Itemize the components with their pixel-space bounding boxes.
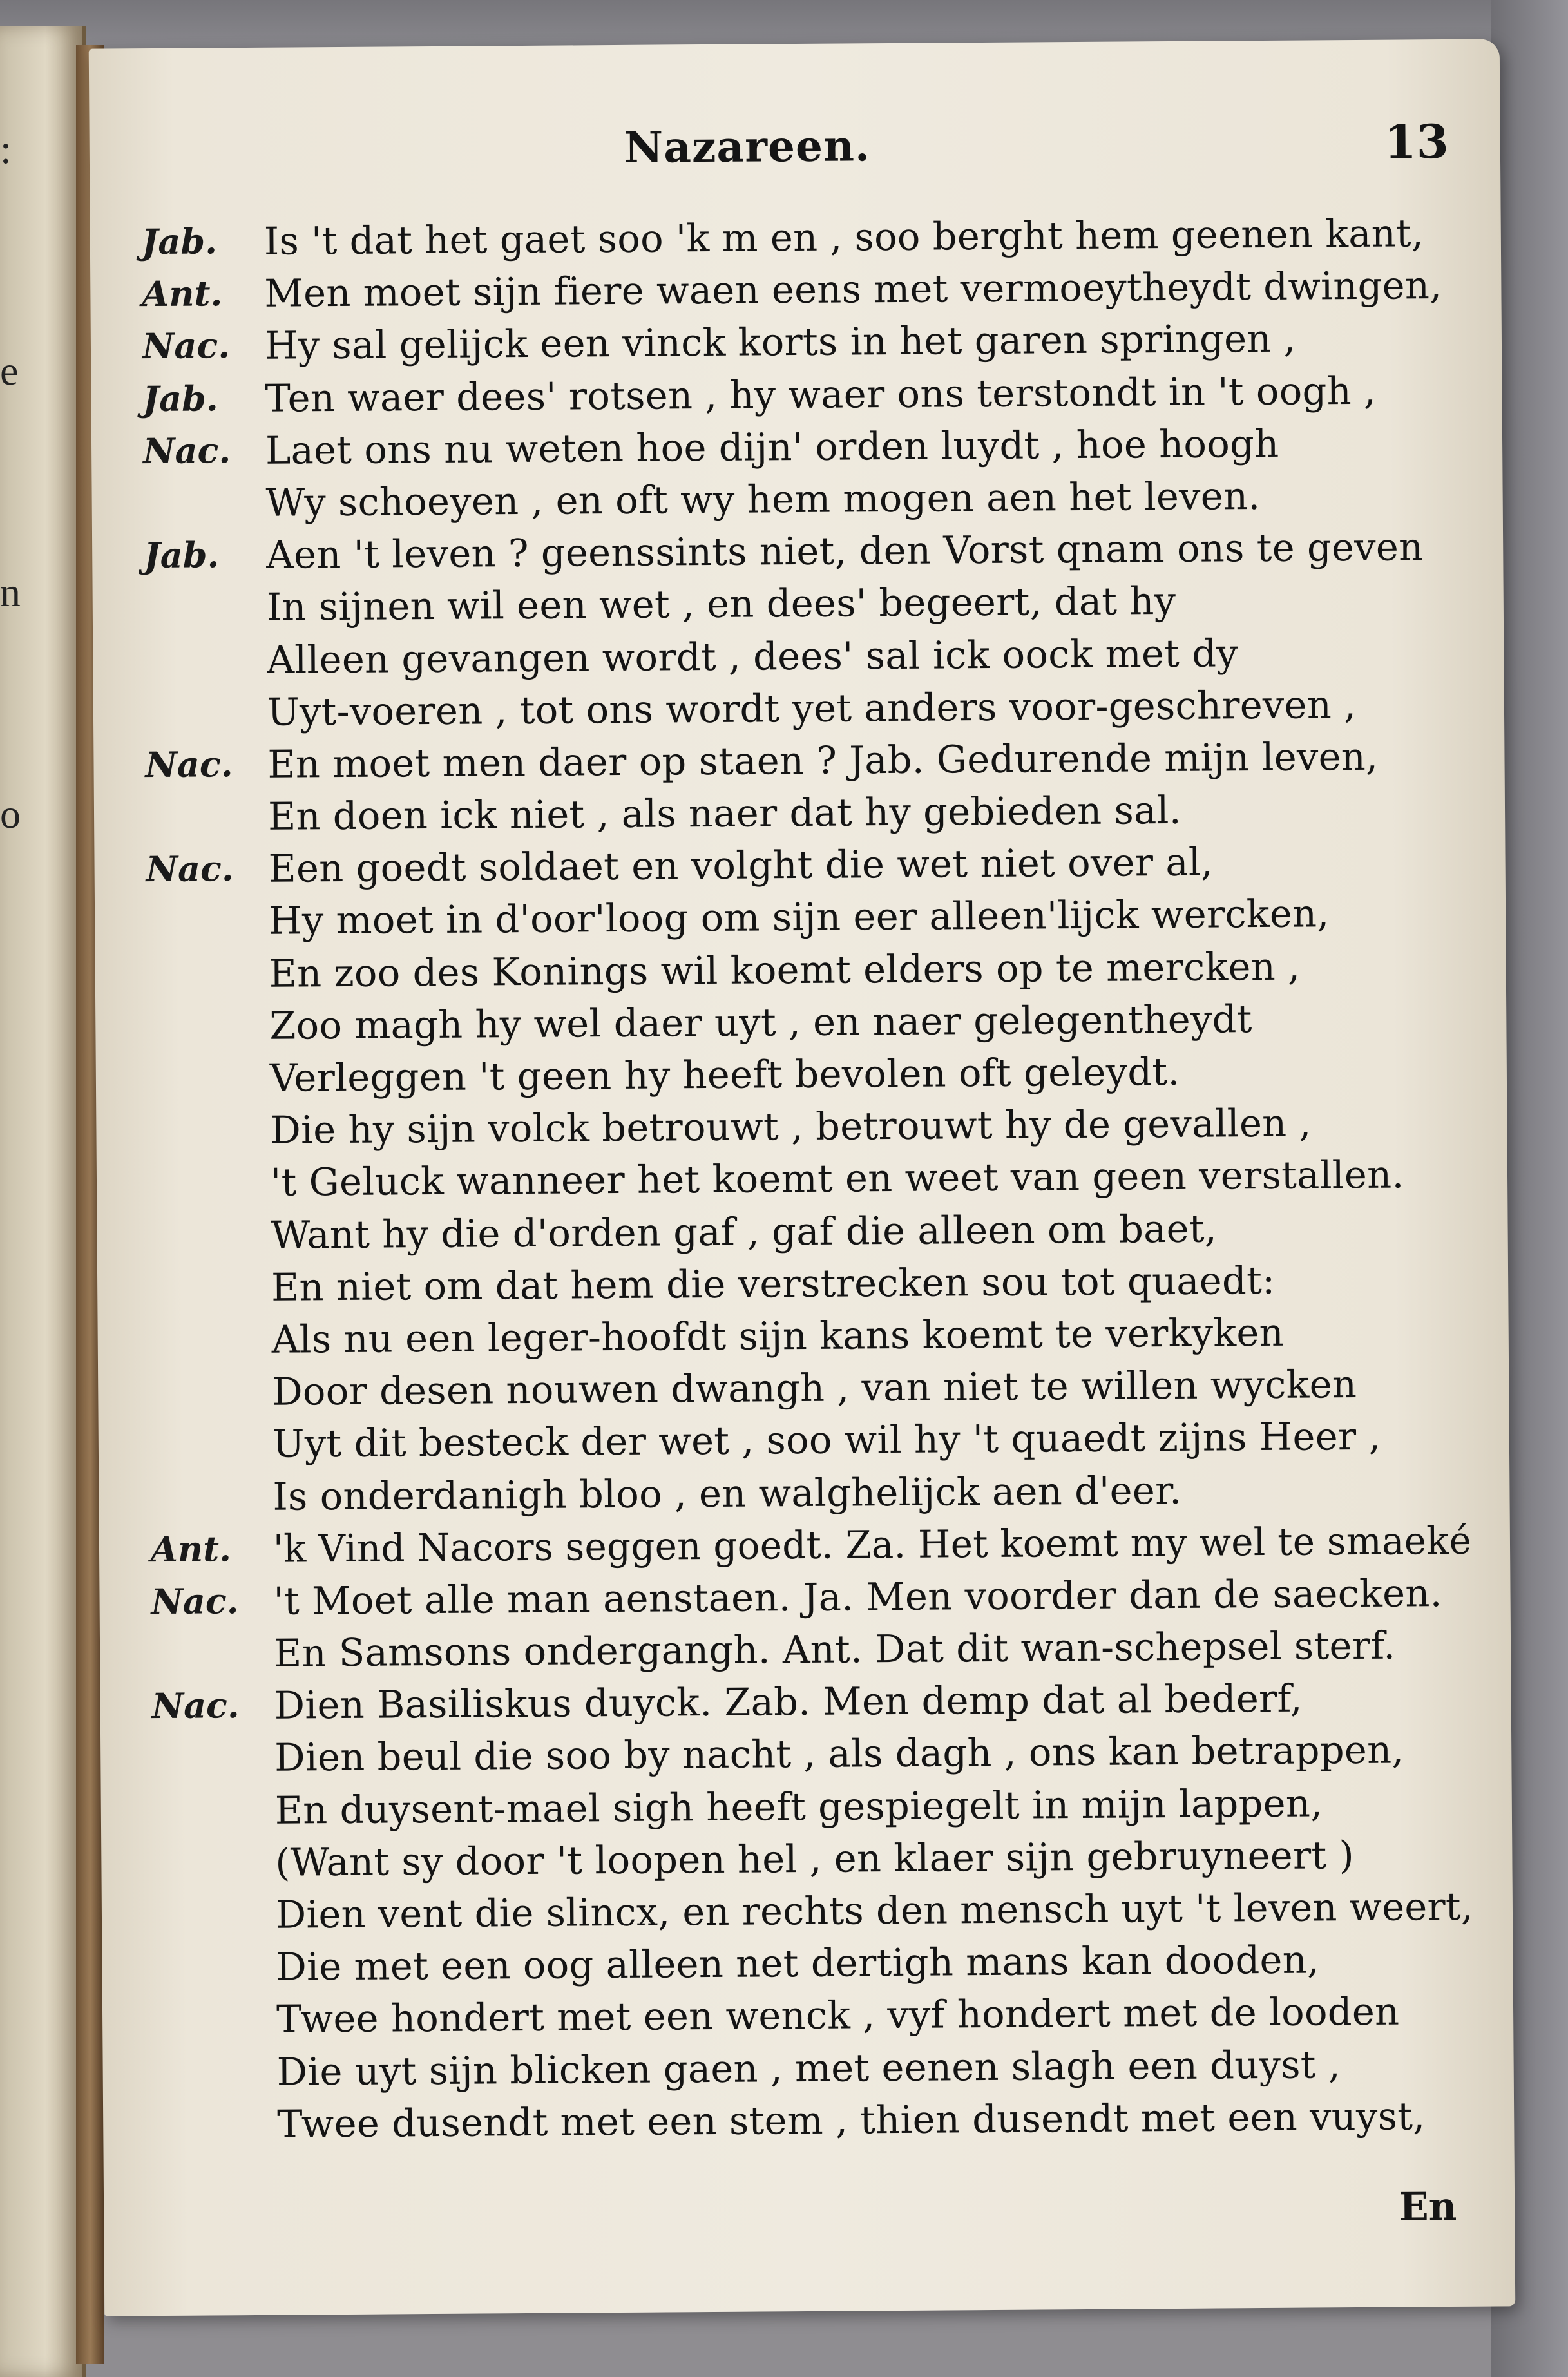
speaker-label bbox=[148, 1208, 258, 1209]
verse-line bbox=[154, 1985, 1482, 2047]
speaker-label: Nac. bbox=[146, 848, 234, 890]
facing-page-edge bbox=[0, 26, 86, 2377]
speaker-label bbox=[151, 1627, 261, 1628]
verse-line bbox=[155, 2089, 1482, 2151]
speaker-label: Nac. bbox=[142, 429, 231, 472]
speaker-label: Jab. bbox=[142, 377, 218, 419]
verse-text: Dien beul die soo by nacht , als dagh , ons kan betrappen, bbox=[274, 1727, 1404, 1780]
verse-text: Dien vent die slincx, en rechts den mensch uyt 't leven weert, bbox=[275, 1884, 1474, 1937]
running-head: Nazareen. bbox=[624, 120, 871, 173]
verse-line bbox=[153, 1933, 1481, 1994]
facing-page-fragments bbox=[0, 126, 26, 1015]
verse-text: Alleen gevangen wordt , dees' sal ick oock met dy bbox=[267, 630, 1239, 682]
verse-line bbox=[142, 207, 1469, 269]
verse-line bbox=[152, 1723, 1480, 1785]
verse-text: En Samsons ondergangh. Ant. Dat dit wan-schepsel sterf. bbox=[273, 1623, 1396, 1675]
verse-line bbox=[153, 1775, 1480, 1837]
verse-text: En niet om dat hem die verstrecken sou tot quaedt: bbox=[271, 1257, 1276, 1310]
speaker-label: Ant. bbox=[142, 272, 223, 315]
verse-line bbox=[146, 782, 1473, 844]
verse-text: En zoo des Konings wil koemt elders op te mercken , bbox=[269, 944, 1301, 996]
speaker-label bbox=[144, 581, 254, 582]
verse-text: Zoo magh hy wel daer uyt , en naer gelegentheydt bbox=[269, 996, 1252, 1048]
speaker-label bbox=[153, 1784, 262, 1785]
verse-text: Die met een oog alleen net dertigh mans kan dooden, bbox=[276, 1937, 1320, 1989]
verse-line bbox=[148, 1044, 1475, 1105]
verse-line bbox=[142, 363, 1470, 425]
fragment: o bbox=[0, 791, 21, 837]
verse-line bbox=[148, 1148, 1476, 1210]
verse-line bbox=[142, 311, 1470, 373]
verse-line bbox=[145, 677, 1473, 739]
verse-text: Ten waer dees' rotsen , hy waer ons terstondt in 't oogh , bbox=[265, 368, 1377, 421]
verse-line bbox=[153, 1880, 1481, 1942]
verse-line bbox=[144, 573, 1472, 635]
speaker-label bbox=[146, 790, 255, 791]
speaker-label: Nac. bbox=[145, 743, 233, 785]
verse-text: Twee dusendt met een stem , thien dusendt met een vuyst, bbox=[276, 2094, 1426, 2146]
verse-line bbox=[151, 1671, 1479, 1733]
verse-text: Een goedt soldaet en volght die wet niet over al, bbox=[268, 839, 1214, 892]
verse-text: Laet ons nu weten hoe dijn' orden luydt , hoe hoogh bbox=[265, 421, 1279, 473]
verse-text: 't Geluck wanneer het koemt en weet van geen verstallen. bbox=[270, 1152, 1404, 1205]
speaker-label bbox=[149, 1313, 258, 1314]
verse-line bbox=[146, 886, 1474, 948]
verse-line bbox=[142, 259, 1469, 321]
verse-line bbox=[146, 939, 1474, 1000]
verse-line bbox=[149, 1305, 1477, 1367]
page-number: 13 bbox=[1384, 113, 1449, 169]
speaker-label: Nac. bbox=[151, 1580, 239, 1622]
verse-line bbox=[145, 730, 1473, 792]
speaker-label bbox=[154, 2045, 263, 2046]
verse-text: Dien Basiliskus duyck. Zab. Men demp dat al bederf, bbox=[274, 1675, 1303, 1728]
verse-line bbox=[150, 1409, 1478, 1471]
page-header bbox=[90, 113, 1501, 190]
verse-text: Men moet sijn fiere waen eens met vermoeytheydt dwingen, bbox=[264, 263, 1442, 316]
fragment: : bbox=[0, 126, 12, 172]
verse-line bbox=[148, 1096, 1475, 1158]
verse-line bbox=[149, 1357, 1477, 1419]
speaker-label bbox=[148, 1104, 257, 1105]
speaker-label bbox=[155, 2098, 264, 2099]
speaker-label: Jab. bbox=[141, 220, 218, 263]
verse-line bbox=[151, 1514, 1478, 1576]
verse-line bbox=[151, 1619, 1479, 1681]
verse-text: En moet men daer op staen ? Jab. Gedurende mijn leven, bbox=[267, 734, 1379, 787]
verse-line bbox=[148, 1200, 1476, 1262]
verse-line bbox=[153, 1828, 1480, 1889]
speaker-label bbox=[154, 1993, 263, 1994]
verse-line bbox=[146, 834, 1473, 896]
verse-text: Hy sal gelijck een vinck korts in het garen springen , bbox=[264, 316, 1296, 368]
verse-text: In sijnen wil een wet , en dees' begeert, dat hy bbox=[266, 578, 1176, 630]
speaker-label bbox=[144, 633, 254, 634]
catchword: En bbox=[1399, 2184, 1457, 2230]
verse-text: Uyt-voeren , tot ons wordt yet anders voor-geschreven , bbox=[267, 682, 1357, 734]
verse-text: Wy schoeyen , en oft wy hem mogen aen het leven. bbox=[265, 473, 1261, 525]
speaker-label bbox=[150, 1470, 260, 1471]
speaker-label bbox=[148, 1052, 257, 1053]
verse-text: Twee hondert met een wenck , vyf hondert met de looden bbox=[276, 1989, 1400, 2042]
verse-text: Die hy sijn volck betrouwt , betrouwt hy de gevallen , bbox=[270, 1100, 1312, 1152]
verse-line bbox=[154, 2037, 1482, 2099]
verse-text: Verleggen 't geen hy heeft bevolen oft geleydt. bbox=[269, 1049, 1180, 1100]
speaker-label: Nac. bbox=[142, 325, 231, 367]
verse-text: Aen 't leven ? geenssints niet, den Vorst qnam ons te geven bbox=[265, 524, 1424, 577]
speaker-label bbox=[148, 1156, 258, 1157]
verse-line bbox=[144, 520, 1471, 582]
speaker-label bbox=[149, 1261, 258, 1262]
fragment: e bbox=[0, 348, 19, 394]
speaker-label bbox=[145, 686, 254, 687]
speaker-label: Ant. bbox=[150, 1527, 232, 1570]
verse-text: Is 't dat het gaet soo 'k m en , soo berght hem geenen kant, bbox=[263, 211, 1424, 263]
verse-line bbox=[150, 1462, 1478, 1523]
verse-text: Want hy die d'orden gaf , gaf die alleen om baet, bbox=[271, 1206, 1218, 1257]
verse-text: 't Moet alle man aenstaen. Ja. Men voorder dan de saecken. bbox=[273, 1570, 1442, 1623]
verse-text: Hy moet in d'oor'loog om sijn eer alleen'lijck wercken, bbox=[268, 891, 1330, 944]
verse-line bbox=[143, 468, 1471, 530]
verse-line bbox=[151, 1567, 1478, 1628]
verse-text: 'k Vind Nacors seggen goedt. Za. Het koemt my wel te smaeké bbox=[272, 1518, 1472, 1571]
verse-text: En doen ick niet , als naer dat hy gebieden sal. bbox=[267, 787, 1182, 839]
verse-line bbox=[149, 1252, 1477, 1314]
verse-text: Uyt dit besteck der wet , soo wil hy 't quaedt zijns Heer , bbox=[272, 1414, 1381, 1467]
speaker-label bbox=[153, 1941, 263, 1942]
verse-block bbox=[142, 207, 1482, 2151]
verse-text: Die uyt sijn blicken gaen , met eenen slagh een duyst , bbox=[276, 2041, 1341, 2094]
verse-text: En duysent-mael sigh heeft gespiegelt in mijn lappen, bbox=[274, 1780, 1323, 1833]
verse-line bbox=[143, 415, 1471, 477]
verse-line bbox=[144, 625, 1472, 687]
verse-text: Is onderdanigh bloo , en walghelijck aen d'eer. bbox=[272, 1467, 1182, 1519]
verse-text: Door desen nouwen dwangh , van niet te willen wycken bbox=[272, 1362, 1357, 1414]
verse-line bbox=[147, 991, 1475, 1053]
verse-text: (Want sy door 't loopen hel , en klaer sijn gebruyneert ) bbox=[275, 1832, 1355, 1885]
book-page bbox=[89, 39, 1516, 2316]
fragment: n bbox=[0, 569, 21, 615]
speaker-label: Nac. bbox=[151, 1685, 240, 1727]
speaker-label: Jab. bbox=[144, 534, 220, 577]
verse-text: Als nu een leger-hoofdt sijn kans koemt te verkyken bbox=[271, 1310, 1285, 1362]
